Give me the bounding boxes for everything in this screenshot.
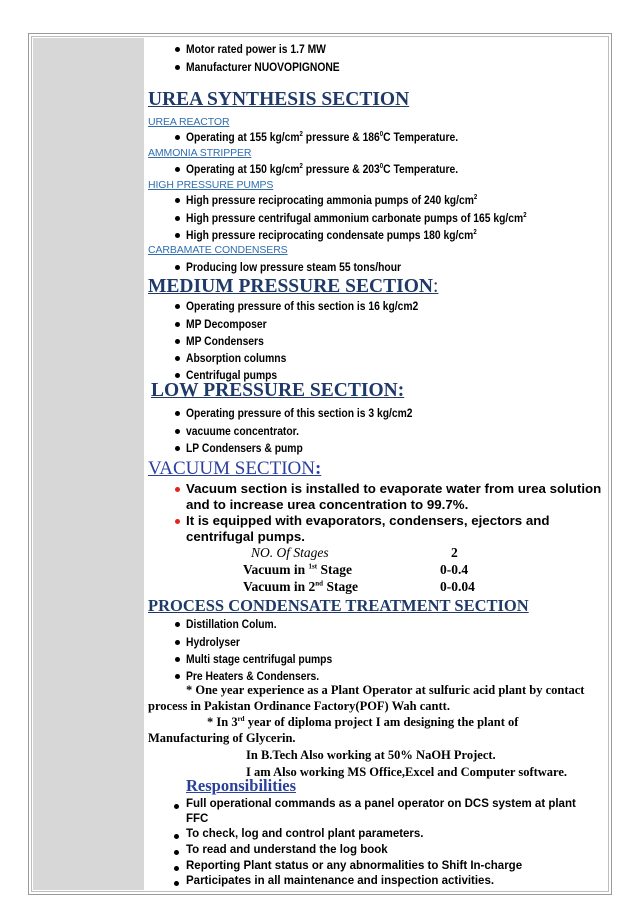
- bullet-dot-icon: [175, 198, 180, 203]
- bullet-dot-icon: [175, 339, 180, 344]
- experience-line: Manufacturing of Glycerin.: [148, 731, 296, 745]
- vacuum-text: It is equipped with evaporators, condensers, ejectors and: [186, 513, 550, 528]
- bullet-dot-icon: [175, 674, 180, 679]
- ammonia-stripper-label: AMMONIA STRIPPER: [148, 147, 252, 159]
- list-item: Operating at 155 $kg/cm^2$ pressure & $186^0C$ Temperature.: [186, 130, 459, 144]
- stage2-label: Vacuum in 2nd Stage: [243, 579, 358, 594]
- responsibilities-heading: Responsibilities: [186, 776, 297, 795]
- bullet-dot-icon: [175, 373, 180, 378]
- bullet-dot-icon: [175, 622, 180, 627]
- list-item: High pressure centrifugal ammonium carbonate pumps of 165 $kg/cm^2$: [186, 211, 527, 225]
- bullet-dot-icon: [175, 167, 180, 172]
- list-item: Hydrolyser: [186, 635, 240, 649]
- stages-label: NO. Of Stages: [251, 545, 329, 560]
- responsibility-item: Full operational commands as a panel operator on DCS system at plant: [186, 798, 576, 810]
- bullet-dot-icon: [174, 804, 179, 809]
- list-item: vacuume concentrator.: [186, 424, 299, 438]
- bullet-dot-icon: [175, 640, 180, 645]
- bullet-dot-icon: [175, 411, 180, 416]
- sidebar-column: [33, 38, 144, 890]
- bullet-dot-icon: [175, 487, 180, 492]
- list-item: MP Condensers: [186, 334, 264, 348]
- bullet-dot-icon: [175, 356, 180, 361]
- bullet-dot-icon: [175, 65, 180, 70]
- urea-synthesis-heading: UREA SYNTHESIS SECTION: [148, 89, 410, 110]
- stage1-value: 0-0.4: [440, 562, 469, 577]
- urea-reactor-label: UREA REACTOR: [148, 116, 230, 128]
- bullet-dot-icon: [175, 135, 180, 140]
- list-item: Operating pressure of this section is 16 kg/cm2: [186, 299, 419, 313]
- vacuum-text: centrifugal pumps.: [186, 529, 305, 544]
- bullet-dot-icon: [175, 216, 180, 221]
- list-item: Manufacturer NUOVOPIGNONE: [186, 60, 340, 74]
- list-item: Producing low pressure steam 55 tons/hour: [186, 260, 402, 274]
- list-item: Motor rated power is 1.7 MW: [186, 42, 326, 56]
- bullet-dot-icon: [175, 265, 180, 270]
- bullet-dot-icon: [175, 47, 180, 52]
- list-item: MP Decomposer: [186, 317, 267, 331]
- bullet-dot-icon: [175, 322, 180, 327]
- stage1-label: Vacuum in $^{1st}$ Stage: [243, 562, 352, 577]
- experience-line: I am Also working MS Office,Excel and Computer software.: [246, 765, 568, 779]
- bullet-dot-icon: [174, 834, 179, 839]
- list-item: Operating at 150 $kg/cm^2$ pressure & $203^0C$ Temperature.: [186, 162, 459, 176]
- high-pressure-pumps-label: HIGH PRESSURE PUMPS: [148, 179, 274, 191]
- experience-line: In B.Tech Also working at 50% NaOH Project.: [246, 748, 496, 762]
- experience-line: * One year experience as a Plant Operator at sulfuric acid plant by contact: [186, 683, 585, 697]
- experience-line: * In 3rd year of diploma project I am designing the plant of: [207, 714, 519, 729]
- bullet-dot-icon: [174, 850, 179, 855]
- list-item: Absorption columns: [186, 351, 287, 365]
- list-item: LP Condensers & pump: [186, 441, 303, 455]
- stages-value: 2: [451, 545, 458, 560]
- low-pressure-heading: LOW PRESSURE SECTION:: [151, 380, 405, 401]
- process-condensate-heading: PROCESS CONDENSATE TREATMENT SECTION: [148, 596, 529, 615]
- carbamate-condensers-label: CARBAMATE CONDENSERS: [148, 244, 288, 256]
- vacuum-heading: VACUUM SECTION:: [148, 458, 322, 479]
- bullet-dot-icon: [175, 519, 180, 524]
- bullet-dot-icon: [175, 657, 180, 662]
- bullet-dot-icon: [175, 446, 180, 451]
- responsibility-item: FFC: [186, 813, 209, 825]
- experience-line: process in Pakistan Ordinance Factory(POF) Wah cantt.: [148, 699, 450, 713]
- bullet-dot-icon: [175, 304, 180, 309]
- vacuum-text: and to increase urea concentration to 99.7%.: [186, 497, 469, 512]
- list-item: Pre Heaters & Condensers.: [186, 669, 320, 683]
- list-item: Centrifugal pumps: [186, 368, 278, 382]
- list-item: Distillation Colum.: [186, 617, 277, 631]
- list-item: Multi stage centrifugal pumps: [186, 652, 333, 666]
- list-item: High pressure reciprocating condensate pumps 180 $kg/cm^2$: [186, 228, 477, 242]
- bullet-dot-icon: [175, 429, 180, 434]
- bullet-dot-icon: [175, 233, 180, 238]
- responsibility-item: Participates in all maintenance and inspection activities.: [186, 875, 495, 887]
- responsibility-item: To check, log and control plant parameters.: [186, 828, 424, 840]
- responsibility-item: Reporting Plant status or any abnormalities to Shift In-charge: [186, 860, 523, 872]
- medium-pressure-heading: MEDIUM PRESSURE SECTION:: [148, 276, 439, 297]
- bullet-dot-icon: [174, 866, 179, 871]
- responsibility-item: To read and understand the log book: [186, 844, 388, 856]
- list-item: Operating pressure of this section is 3 kg/cm2: [186, 406, 413, 420]
- bullet-dot-icon: [174, 881, 179, 886]
- stage2-value: 0-0.04: [440, 579, 475, 594]
- list-item: High pressure reciprocating ammonia pumps of 240 $kg/cm^2$: [186, 193, 478, 207]
- vacuum-text: Vacuum section is installed to evaporate water from urea solution: [186, 481, 602, 496]
